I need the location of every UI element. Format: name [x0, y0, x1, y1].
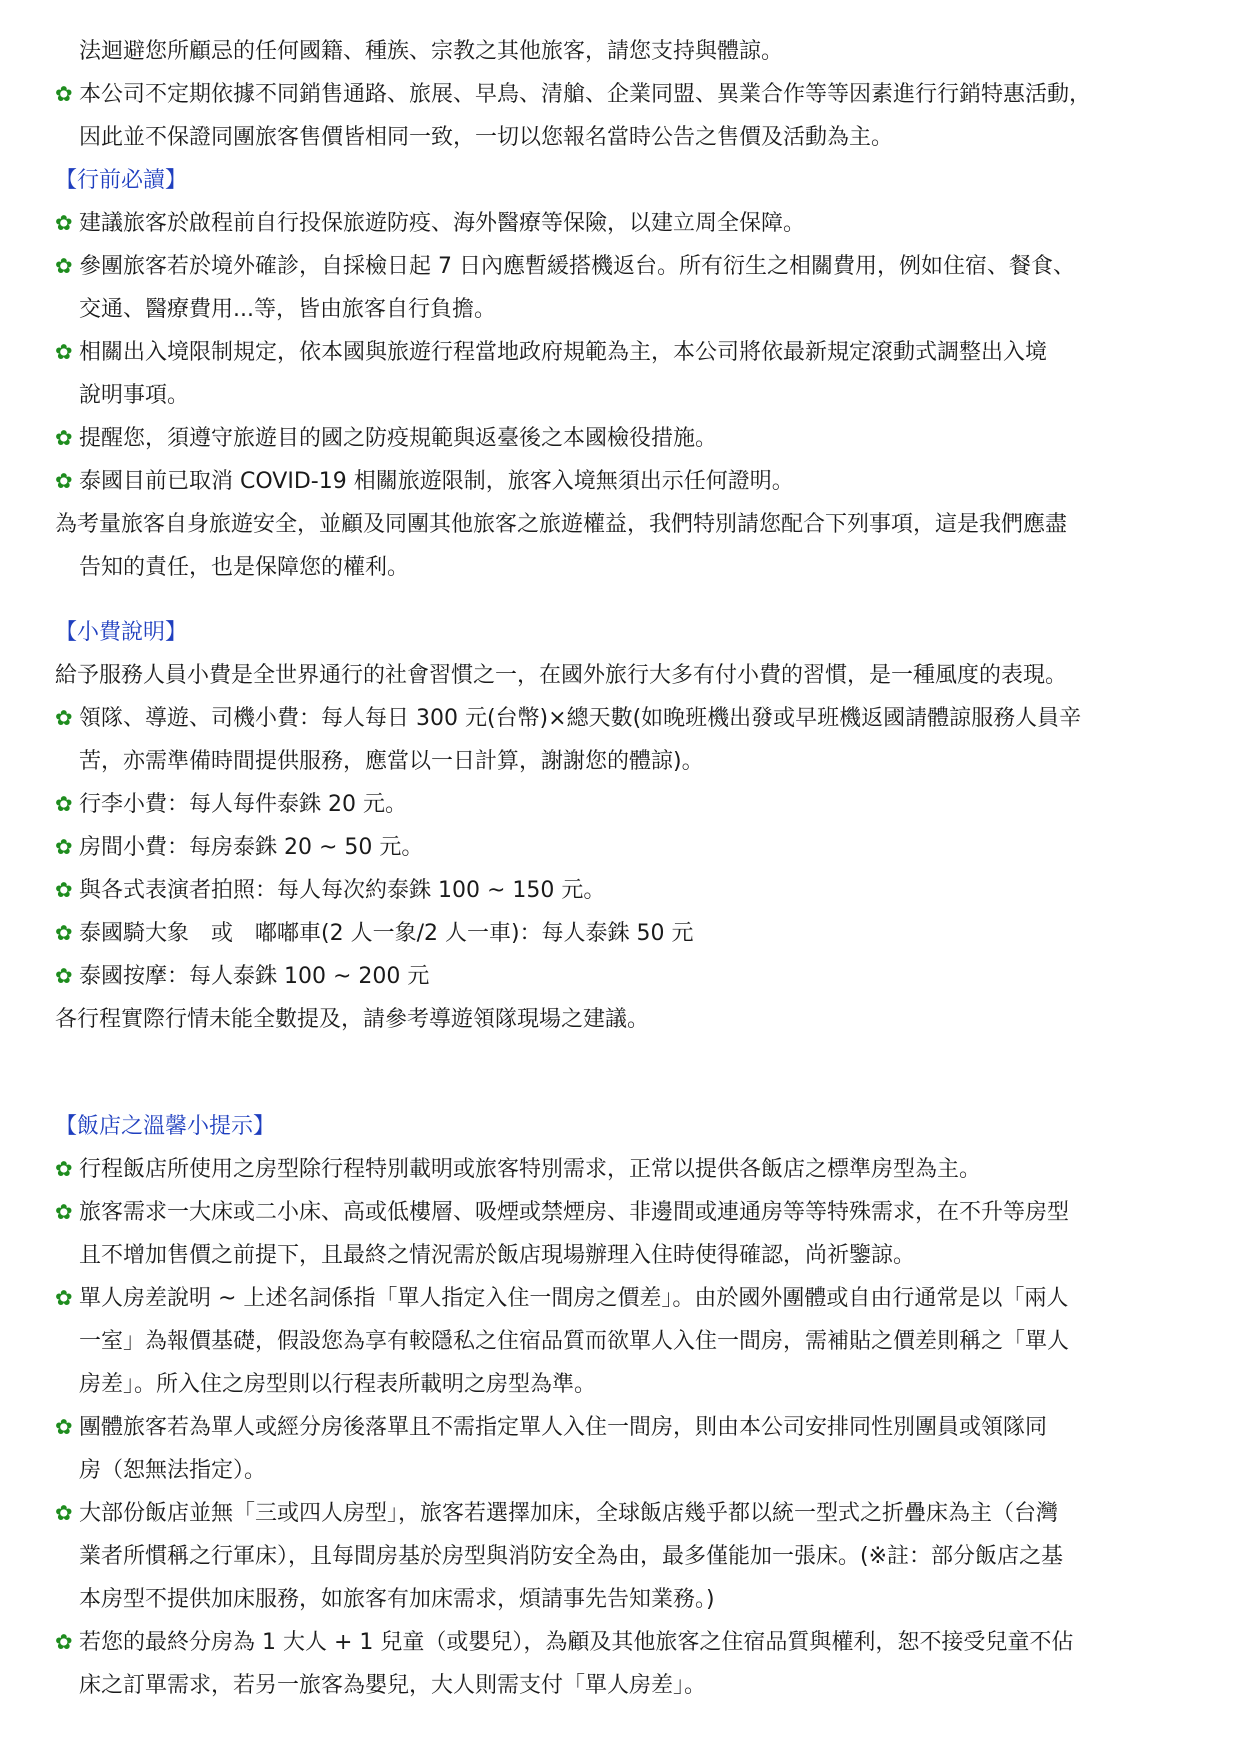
list-item — [55, 1148, 1186, 1191]
flower-icon: ✿ — [55, 469, 73, 493]
note-paragraph-continuation: 告知的責任，也是保障您的權利。 — [79, 555, 410, 580]
list-item — [55, 1492, 1186, 1535]
list-item — [55, 417, 1186, 460]
flower-icon: ✿ — [55, 426, 73, 450]
flower-icon: ✿ — [55, 254, 73, 278]
list-item-continuation: 一室」為報價基礎，假設您為享有較隱私之住宿品質而欲單人入住一間房，需補貼之價差則稱之「單人 — [79, 1329, 1070, 1354]
spacer — [55, 589, 1186, 611]
list-item-text: 行程飯店所使用之房型除行程特別載明或旅客特別需求，正常以提供各飯店之標準房型為主。 — [79, 1157, 982, 1182]
spacer — [55, 1041, 1186, 1073]
list-item — [55, 783, 1186, 826]
flower-icon: ✿ — [55, 964, 73, 988]
note-paragraph: 為考量旅客自身旅遊安全，並顧及同團其他旅客之旅遊權益，我們特別請您配合下列事項，這是我們應盡 — [55, 512, 1068, 537]
list-item-text: 提醒您，須遵守旅遊目的國之防疫規範與返臺後之本國檢役措施。 — [79, 426, 718, 451]
list-item-continuation: 因此並不保證同團旅客售價皆相同一致，一切以您報名當時公告之售價及活動為主。 — [79, 125, 894, 150]
list-item — [55, 1406, 1186, 1449]
list-item — [55, 826, 1186, 869]
list-item — [55, 202, 1186, 245]
list-item-text: 團體旅客若為單人或經分房後落單且不需指定單人入住一間房，則由本公司安排同性別團員或領隊同 — [79, 1415, 1048, 1440]
list-item — [55, 912, 1186, 955]
intro-line: 法迴避您所顧忌的任何國籍、種族、宗教之其他旅客，請您支持與體諒。 — [79, 39, 784, 64]
flower-icon: ✿ — [55, 1415, 73, 1439]
list-item — [55, 955, 1186, 998]
list-item-continuation: 本房型不提供加床服務，如旅客有加床需求，煩請事先告知業務。) — [79, 1587, 715, 1612]
tips-intro: 給予服務人員小費是全世界通行的社會習慣之一，在國外旅行大多有付小費的習慣，是一種風度的表現。 — [55, 663, 1068, 688]
list-item-text: 房間小費：每房泰銖 20 ~ 50 元。 — [79, 835, 424, 860]
flower-icon: ✿ — [55, 706, 73, 730]
list-item-continuation: 業者所慣稱之行軍床），且每間房基於房型與消防安全為由，最多僅能加一張床。(※註：部分飯店之基 — [79, 1544, 1064, 1569]
flower-icon: ✿ — [55, 1286, 73, 1310]
list-item-text: 若您的最終分房為 1 大人 + 1 兒童（或嬰兒），為顧及其他旅客之住宿品質與權利，恕不接受兒童不佔 — [79, 1630, 1074, 1655]
list-item-continuation: 床之訂單需求，若另一旅客為嬰兒，大人則需支付「單人房差」。 — [79, 1673, 707, 1698]
tips-footer: 各行程實際行情未能全數提及，請參考導遊領隊現場之建議。 — [55, 1007, 650, 1032]
section-heading-pre-travel: 【行前必讀】 — [55, 168, 188, 193]
list-item — [55, 1621, 1186, 1664]
flower-icon: ✿ — [55, 921, 73, 945]
section-heading-tips: 【小費說明】 — [55, 620, 188, 645]
list-item-continuation: 苦，亦需準備時間提供服務，應當以一日計算，謝謝您的體諒)。 — [79, 749, 704, 774]
flower-icon: ✿ — [55, 1200, 73, 1224]
list-item-text: 單人房差說明 ~ 上述名詞係指「單人指定入住一間房之價差」。由於國外團體或自由行通常是以「兩人 — [79, 1286, 1069, 1311]
flower-icon: ✿ — [55, 792, 73, 816]
list-item-continuation: 交通、醫療費用...等，皆由旅客自行負擔。 — [79, 297, 496, 322]
list-item-text: 參團旅客若於境外確診，自採檢日起 7 日內應暫緩搭機返台。所有衍生之相關費用，例如住宿、餐食、 — [79, 254, 1075, 279]
flower-icon: ✿ — [55, 1630, 73, 1654]
flower-icon: ✿ — [55, 1501, 73, 1525]
list-item-continuation: 房差」。所入住之房型則以行程表所載明之房型為準。 — [79, 1372, 597, 1397]
flower-icon: ✿ — [55, 878, 73, 902]
spacer — [55, 1073, 1186, 1105]
flower-icon: ✿ — [55, 1157, 73, 1181]
list-item-continuation: 說明事項。 — [79, 383, 190, 408]
list-item-text: 旅客需求一大床或二小床、高或低樓層、吸煙或禁煙房、非邊間或連通房等等特殊需求，在不升等房型 — [79, 1200, 1070, 1225]
section-heading-hotel: 【飯店之溫馨小提示】 — [55, 1114, 276, 1139]
flower-icon: ✿ — [55, 82, 73, 106]
list-item-text: 建議旅客於啟程前自行投保旅遊防疫、海外醫療等保險，以建立周全保障。 — [79, 211, 806, 236]
list-item-text: 泰國目前已取消 COVID-19 相關旅遊限制，旅客入境無須出示任何證明。 — [79, 469, 794, 494]
list-item-text: 領隊、導遊、司機小費：每人每日 300 元(台幣)×總天數(如晚班機出發或早班機返國請體諒服務人員辛 — [79, 706, 1082, 731]
list-item-text: 與各式表演者拍照：每人每次約泰銖 100 ~ 150 元。 — [79, 878, 606, 903]
list-item-text: 本公司不定期依據不同銷售通路、旅展、早鳥、清艙、企業同盟、異業合作等等因素進行行銷特惠活動， — [79, 82, 1092, 107]
list-item — [55, 869, 1186, 912]
list-item-text: 相關出入境限制規定，依本國與旅遊行程當地政府規範為主，本公司將依最新規定滾動式調整出入境 — [79, 340, 1048, 365]
list-item — [55, 697, 1186, 740]
list-item-text: 行李小費：每人每件泰銖 20 元。 — [79, 792, 407, 817]
list-item — [55, 460, 1186, 503]
list-item-text: 大部份飯店並無「三或四人房型」，旅客若選擇加床，全球飯店幾乎都以統一型式之折疊床為主（台灣 — [79, 1501, 1059, 1526]
flower-icon: ✿ — [55, 211, 73, 235]
list-item — [55, 73, 1186, 116]
list-item — [55, 245, 1186, 288]
list-item-continuation: 房（恕無法指定）。 — [79, 1458, 267, 1483]
list-item-text: 泰國騎大象 或 嘟嘟車(2 人一象/2 人一車)：每人泰銖 50 元 — [79, 921, 694, 946]
flower-icon: ✿ — [55, 340, 73, 364]
list-item — [55, 1277, 1186, 1320]
flower-icon: ✿ — [55, 835, 73, 859]
list-item — [55, 1191, 1186, 1234]
list-item-text: 泰國按摩：每人泰銖 100 ~ 200 元 — [79, 964, 430, 989]
list-item — [55, 331, 1186, 374]
list-item-continuation: 且不增加售價之前提下，且最終之情況需於飯店現場辦理入住時使得確認，尚祈鑒諒。 — [79, 1243, 916, 1268]
